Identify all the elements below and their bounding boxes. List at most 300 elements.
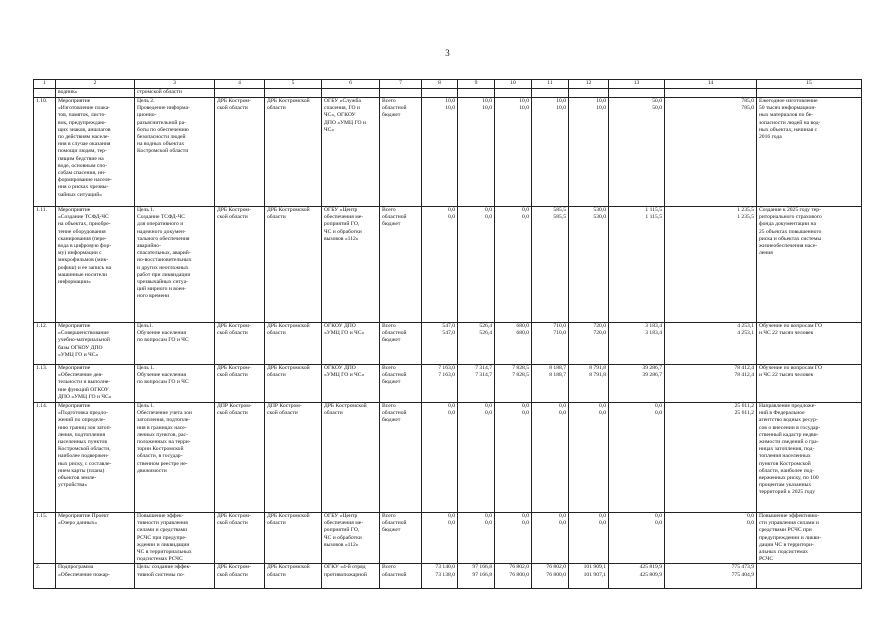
expected-result-line: жимости сведений о гра- (759, 439, 819, 446)
activity-name-cell (56, 98, 135, 207)
funding-source-line: областной (382, 105, 407, 112)
activity-name-line: тов, памяток, листо- (58, 112, 107, 119)
amount-year-1-cell (422, 365, 458, 403)
executor-line: ДРБ Костром- (217, 323, 251, 329)
activity-goal-line: ций мирного и воен- (137, 286, 187, 293)
amount-total-line: 25 611,2 (734, 410, 754, 417)
expected-result-cell (757, 513, 862, 564)
funding-source-line: бюджет (382, 379, 401, 386)
activity-name-cell (56, 403, 135, 513)
activity-goal-line: стромской области (137, 89, 182, 95)
activity-name-line: тельности и выполне- (58, 379, 111, 386)
expected-result-line: области, наиболее под- (759, 467, 815, 474)
funding-source-line: бюджет (382, 417, 401, 424)
amount-year-2-line: 526,4 (479, 323, 492, 329)
amount-total-cell (665, 207, 757, 323)
activity-goal-cell (135, 89, 215, 98)
amount-subtotal-cell (609, 564, 665, 589)
activity-name-line: «Обеспечение дея- (58, 372, 103, 379)
amount-subtotal-cell (609, 89, 665, 98)
amount-year-1-line: 547,0 (442, 330, 455, 337)
amount-year-1-line: 73 140,0 (435, 564, 455, 571)
activity-goal-line: Создание ТСФД-ЧС (137, 214, 185, 221)
executor-cell (215, 513, 265, 564)
expected-result-line: фонда документации на (759, 221, 817, 228)
executor-line: ДПР Костром- (217, 403, 252, 409)
column-number: 8 (422, 80, 458, 89)
amount-year-1-line: 0,0 (448, 214, 455, 221)
co-executor-cell (265, 564, 322, 589)
co-executor-line: ДРБ Костромской (267, 323, 310, 329)
page-number: 3 (445, 48, 450, 58)
amount-year-1-line: 7 163,0 (438, 365, 455, 371)
activity-name-line: рофиш) и ее запись на (58, 264, 112, 271)
amount-year-3-line: 0,0 (522, 513, 529, 519)
amount-year-5-cell (569, 98, 609, 207)
expected-result-line: зопасности людей на вод- (759, 119, 821, 126)
activity-goal-line: Цель: создание эффек- (137, 564, 192, 571)
amount-total-line: 775 404,9 (731, 571, 754, 578)
amount-subtotal-line: 50,0 (652, 105, 662, 112)
amount-total-cell (665, 323, 757, 365)
activity-goal-line: Обучение населения (137, 372, 186, 379)
amount-total-line: 25 611,2 (734, 403, 754, 409)
activity-name-line: воде, основным спо- (58, 162, 108, 169)
participant-line: ДПО «УМЦ ГО и (324, 119, 366, 126)
row-number-cell: 1.10. (34, 98, 56, 207)
activity-goal-cell (135, 98, 215, 207)
activity-goal-line: Проведение информа- (137, 105, 190, 112)
activity-goal-cell (135, 564, 215, 589)
funding-source-line: Всего (382, 207, 396, 213)
activity-goal-line: ного времени (137, 293, 170, 300)
participant-line: ЧС», ОГКОУ (324, 112, 356, 119)
activity-goal-line: безопасности людей (137, 134, 186, 141)
activity-goal-line: тального обеспечения (137, 235, 190, 242)
executor-line: ской области (217, 410, 248, 417)
participant-line: противопожарной (324, 571, 367, 578)
amount-total-line: 0,0 (747, 513, 754, 519)
funding-source-line: бюджет (382, 527, 401, 534)
amount-year-1-line: 10,0 (445, 105, 455, 112)
expected-result-line: ных материалов по бе- (759, 112, 813, 119)
activity-name-line: объектов земле- (58, 475, 97, 482)
amount-subtotal-line: 3 183,4 (645, 323, 662, 329)
activity-goal-cell (135, 513, 215, 564)
participant-line: спасения, ГО и (324, 105, 360, 112)
amount-year-2-line: 97 166,8 (472, 564, 492, 571)
activity-name-line: водник» (58, 89, 78, 95)
table-row (34, 323, 862, 365)
funding-source-line: Всего (382, 564, 396, 571)
amount-total-line: 4 253,1 (737, 330, 754, 337)
activity-goal-line: ния в границах насе- (137, 424, 187, 431)
amount-year-5-cell (569, 513, 609, 564)
amount-year-1-cell (422, 403, 458, 513)
activity-name-line: щих знаков, аншлагов (58, 126, 111, 133)
activity-name-line: пящим бедствие на (58, 155, 104, 162)
amount-year-3-line: 680,0 (516, 330, 529, 337)
amount-total-line: 1 235,5 (737, 207, 754, 213)
amount-subtotal-line: 3 183,4 (645, 330, 662, 337)
expected-result-line: сов о внесении в государ- (759, 424, 821, 431)
amount-subtotal-cell (609, 513, 665, 564)
activity-goal-line: области, в государ- (137, 453, 183, 460)
activity-name-line: микрофильмов (мик- (58, 257, 109, 264)
amount-year-2-cell (458, 323, 495, 365)
table-row (34, 365, 862, 403)
executor-line: ДРБ Костром- (217, 207, 251, 213)
row-number-cell: 1.11. (34, 207, 56, 323)
co-executor-line: области (267, 214, 286, 221)
amount-subtotal-line: 425 809,9 (639, 571, 662, 578)
amount-year-2-line: 0,0 (485, 207, 492, 213)
activity-name-cell (56, 365, 135, 403)
co-executor-line: ДРБ Костромской (267, 207, 310, 213)
amount-total-line: 785,0 (741, 98, 754, 104)
column-number: 12 (569, 80, 609, 89)
amount-year-5-line: 720,0 (593, 323, 606, 329)
participant-line: ДРБ Костромской (324, 403, 367, 409)
activity-goal-line: чрезвычайных ситуа- (137, 279, 188, 286)
amount-subtotal-cell (609, 98, 665, 207)
amount-year-3-cell (495, 365, 532, 403)
amount-total-cell (665, 89, 757, 98)
activity-name-line: «Совершенствование (58, 330, 109, 337)
activity-goal-line: движимости (137, 467, 167, 474)
amount-total-line: 78 412,4 (734, 372, 754, 379)
co-executor-line: ДПР Костром- (267, 403, 302, 409)
executor-line: ской области (217, 372, 248, 379)
activity-name-line: ния о рисках чрезвы- (58, 184, 109, 191)
activity-name-cell (56, 513, 135, 564)
activity-goal-line: тории Костромской (137, 446, 184, 453)
activity-goal-line: ственном реестре не- (137, 460, 188, 467)
participant-line: вызовов «112» (324, 235, 359, 242)
amount-subtotal-line: 0,0 (655, 403, 662, 409)
funding-source-line: областной (382, 520, 407, 527)
expected-result-line: ных объектах, начиная с (759, 126, 818, 133)
amount-year-3-line: 0,0 (522, 207, 529, 213)
activity-name-cell (56, 207, 135, 323)
row-number-cell: 1.14. (34, 403, 56, 513)
amount-subtotal-cell (609, 323, 665, 365)
activity-name-line: жений по определе- (58, 417, 106, 424)
amount-year-3-cell (495, 207, 532, 323)
activity-goal-line: Костромской области (137, 148, 189, 155)
activity-name-line: ления, подтопления (58, 431, 106, 438)
column-number: 6 (322, 80, 380, 89)
participant-line: ЧС и обработки (324, 228, 362, 235)
participant-cell (322, 323, 380, 365)
amount-subtotal-line: 425 819,9 (639, 564, 662, 571)
expected-result-line: Обучение по вопросам ГО (759, 323, 823, 329)
activity-name-line: Мероприятие (58, 323, 91, 329)
expected-result-line: 50 тысяч информацион- (759, 105, 817, 112)
amount-total-cell (665, 365, 757, 403)
participant-line: ОГКОУ ДПО (324, 365, 356, 371)
activity-name-line: Мероприятие Проект (58, 513, 109, 519)
amount-year-4-cell (532, 207, 569, 323)
participant-cell (322, 365, 380, 403)
activity-name-line: населенных пунктов (58, 439, 107, 446)
expected-result-line: Создание к 2025 году тер- (759, 207, 821, 213)
amount-year-3-line: 0,0 (522, 403, 529, 409)
activity-name-line: собам спасения, ин- (58, 170, 106, 177)
activity-name-line: Мероприятие (58, 365, 91, 371)
amount-subtotal-line: 50,0 (652, 98, 662, 104)
executor-cell (215, 89, 265, 98)
amount-year-5-line: 10,0 (596, 105, 606, 112)
funding-source-cell (380, 98, 422, 207)
activity-goal-line: Цель 1. (137, 207, 155, 213)
expected-result-line: РСЧС (759, 556, 774, 563)
activity-goal-line: Обучение населения (137, 330, 186, 337)
column-number: 5 (265, 80, 322, 89)
amount-year-2-line: 0,0 (485, 410, 492, 417)
activity-name-line: вода в цифровую фор- (58, 243, 112, 250)
amount-year-3-line: 7 828,5 (512, 372, 529, 379)
amount-year-4-line: 0,0 (559, 410, 566, 417)
table-row (34, 98, 862, 207)
amount-total-cell (665, 564, 757, 589)
column-number: 10 (495, 80, 532, 89)
amount-subtotal-line: 0,0 (655, 410, 662, 417)
activity-name-line: Подпрограмма (58, 564, 94, 571)
funding-source-cell (380, 207, 422, 323)
amount-year-1-line: 0,0 (448, 207, 455, 213)
activity-name-line: устройства» (58, 482, 88, 489)
table-row (34, 89, 862, 98)
amount-year-4-line: 710,0 (553, 323, 566, 329)
program-activities-table (33, 79, 862, 589)
column-number: 2 (56, 80, 135, 89)
column-number: 11 (532, 80, 569, 89)
amount-year-5-line: 8 791,8 (589, 365, 606, 371)
activity-name-line: «Изготовление плака- (58, 105, 111, 112)
activity-name-line: информации» (58, 279, 91, 286)
amount-year-2-line: 10,0 (482, 98, 492, 104)
funding-source-cell (380, 89, 422, 98)
activity-goal-line: и других неотложных (137, 264, 189, 271)
co-executor-line: ДРБ Костромской (267, 98, 310, 104)
amount-year-3-cell (495, 98, 532, 207)
amount-year-3-line: 10,0 (519, 98, 529, 104)
activity-name-line: сканирования (пере- (58, 235, 107, 242)
activity-goal-cell (135, 207, 215, 323)
expected-result-line: пунктов Костромской (759, 460, 811, 467)
amount-total-line: 1 235,5 (737, 214, 754, 221)
amount-year-3-line: 7 828,5 (512, 365, 529, 371)
amount-year-4-cell (532, 89, 569, 98)
participant-cell (322, 403, 380, 513)
funding-source-cell (380, 513, 422, 564)
amount-year-3-cell (495, 323, 532, 365)
co-executor-cell (265, 207, 322, 323)
executor-cell (215, 323, 265, 365)
amount-year-4-line: 76 800,0 (546, 571, 566, 578)
amount-year-3-cell (495, 564, 532, 589)
funding-source-cell (380, 403, 422, 513)
expected-result-line: территорий к 2025 году (759, 489, 815, 496)
amount-year-5-cell (569, 403, 609, 513)
participant-cell (322, 98, 380, 207)
funding-source-line: Всего (382, 403, 396, 409)
activity-goal-line: ленных пунктов, рас- (137, 431, 188, 438)
expected-result-line: сти управления силами и (759, 520, 819, 527)
amount-year-2-cell (458, 564, 495, 589)
participant-cell (322, 564, 380, 589)
row-number-cell: 1.15. (34, 513, 56, 564)
activity-name-cell (56, 564, 135, 589)
funding-source-line: областной (382, 372, 407, 379)
funding-source-line: областной (382, 214, 407, 221)
funding-source-line: бюджет (382, 221, 401, 228)
funding-source-cell (380, 564, 422, 589)
amount-year-5-cell (569, 89, 609, 98)
activity-goal-line: для оперативного и (137, 221, 184, 228)
amount-year-5-line: 530,0 (593, 214, 606, 221)
participant-cell (322, 513, 380, 564)
participant-line: вызовов «112» (324, 541, 359, 548)
amount-year-2-cell (458, 98, 495, 207)
amount-year-4-cell (532, 403, 569, 513)
table-row (34, 513, 862, 564)
amount-year-4-cell (532, 365, 569, 403)
expected-result-line: дации ЧС в территори- (759, 541, 814, 548)
amount-year-1-cell (422, 89, 458, 98)
co-executor-line: области (267, 520, 286, 527)
executor-line: ДРБ Костром- (217, 365, 251, 371)
expected-result-line: агентство водных ресур- (759, 417, 818, 424)
amount-subtotal-line: 1 115,5 (645, 214, 662, 221)
amount-total-line: 785,0 (741, 105, 754, 112)
participant-line: ЧС и обработки (324, 534, 362, 541)
participant-line: роприятий ГО, (324, 221, 360, 228)
amount-year-4-cell (532, 323, 569, 365)
activity-goal-cell (135, 403, 215, 513)
co-executor-cell (265, 403, 322, 513)
funding-source-line: областной (382, 410, 407, 417)
participant-line: «УМЦ ГО и ЧС» (324, 372, 365, 379)
funding-source-cell (380, 365, 422, 403)
co-executor-cell (265, 513, 322, 564)
amount-year-1-cell (422, 564, 458, 589)
executor-cell (215, 207, 265, 323)
column-number: 15 (757, 80, 862, 89)
expected-result-line: жизнеобеспечения насе- (759, 243, 818, 250)
amount-year-2-line: 0,0 (485, 214, 492, 221)
amount-year-5-line: 530,0 (593, 207, 606, 213)
activity-goal-line: РСЧС при предупре- (137, 534, 187, 541)
expected-result-cell (757, 403, 862, 513)
amount-year-2-cell (458, 365, 495, 403)
expected-result-cell (757, 323, 862, 365)
expected-result-line: ний в Федеральное (759, 410, 805, 417)
expected-result-line: Ежегодное изготовление (759, 98, 818, 104)
co-executor-line: области (267, 330, 286, 337)
activity-name-line: тение оборудования (58, 228, 106, 235)
amount-year-5-cell (569, 564, 609, 589)
amount-year-4-line: 585,5 (553, 214, 566, 221)
activity-goal-line: надежного докумен- (137, 228, 186, 235)
expected-result-line: 25 объектах повышенного (759, 228, 822, 235)
column-number: 14 (665, 80, 757, 89)
amount-year-4-line: 8 188,7 (549, 372, 566, 379)
activity-name-line: «Подготовка предло- (58, 410, 109, 417)
activity-name-line: ДПО «УМЦ ГО и ЧС» (58, 393, 112, 400)
activity-name-line: Мероприятие (58, 403, 91, 409)
expected-result-line: топления населенных (759, 453, 811, 460)
expected-result-line: риториального страхового (759, 214, 822, 221)
activity-goal-line: положенных на терри- (137, 439, 191, 446)
activity-name-line: нию границ зон затоп- (58, 424, 112, 431)
amount-year-5-line: 0,0 (599, 403, 606, 409)
activity-goal-line: работ при ликвидации (137, 271, 191, 278)
co-executor-line: ДРБ Костромской (267, 365, 310, 371)
amount-year-2-line: 10,0 (482, 105, 492, 112)
activity-name-line: по действиям населе- (58, 134, 110, 141)
participant-line: ЧС» (324, 126, 335, 133)
funding-source-line: Всего (382, 513, 396, 519)
amount-year-4-cell (532, 513, 569, 564)
amount-total-line: 4 253,1 (737, 323, 754, 329)
co-executor-line: области (267, 372, 286, 379)
amount-year-4-line: 585,5 (553, 207, 566, 213)
executor-line: ДРБ Костром- (217, 98, 251, 104)
amount-year-5-cell (569, 207, 609, 323)
co-executor-line: области (267, 571, 286, 578)
row-number-cell: 1.12. (34, 323, 56, 365)
participant-line: роприятий ГО, (324, 527, 360, 534)
column-number: 13 (609, 80, 665, 89)
row-number-cell (34, 89, 56, 98)
amount-year-3-cell (495, 403, 532, 513)
activity-name-line: вок, предупреждаю- (58, 119, 107, 126)
amount-year-1-line: 0,0 (448, 410, 455, 417)
activity-goal-line: Цель 1. (137, 365, 155, 371)
expected-result-line: средствами РСЧС при (759, 527, 812, 534)
amount-year-4-cell (532, 564, 569, 589)
expected-result-line: ления (759, 250, 773, 257)
amount-year-1-line: 0,0 (448, 520, 455, 527)
co-executor-line: ДРБ Костромской (267, 564, 310, 571)
activity-name-line: нием карты (плана) (58, 467, 105, 474)
co-executor-cell (265, 89, 322, 98)
expected-result-line: процентам указанных (759, 482, 812, 489)
amount-total-cell (665, 98, 757, 207)
activity-goal-cell (135, 365, 215, 403)
amount-subtotal-line: 0,0 (655, 513, 662, 519)
activity-goal-line: ЧС в территориальных (137, 549, 192, 556)
amount-subtotal-cell (609, 403, 665, 513)
expected-result-line: и ЧС 22 тысяч человек (759, 330, 814, 337)
participant-line: обеспечения ме- (324, 520, 364, 527)
expected-result-cell (757, 98, 862, 207)
activity-goal-line: Повышение эффек- (137, 513, 184, 519)
amount-year-1-cell (422, 513, 458, 564)
amount-year-2-line: 0,0 (485, 513, 492, 519)
amount-year-4-line: 0,0 (559, 513, 566, 519)
amount-year-1-line: 73 138,0 (435, 571, 455, 578)
activity-goal-line: тивности управления (137, 520, 188, 527)
activity-name-line: наиболее подвержен- (58, 453, 109, 460)
column-number: 1 (34, 80, 56, 89)
activity-goal-line: ждении и ликвидации (137, 541, 190, 548)
expected-result-line: 2016 года (759, 134, 782, 141)
executor-line: ской области (217, 520, 248, 527)
expected-result-cell (757, 89, 862, 98)
